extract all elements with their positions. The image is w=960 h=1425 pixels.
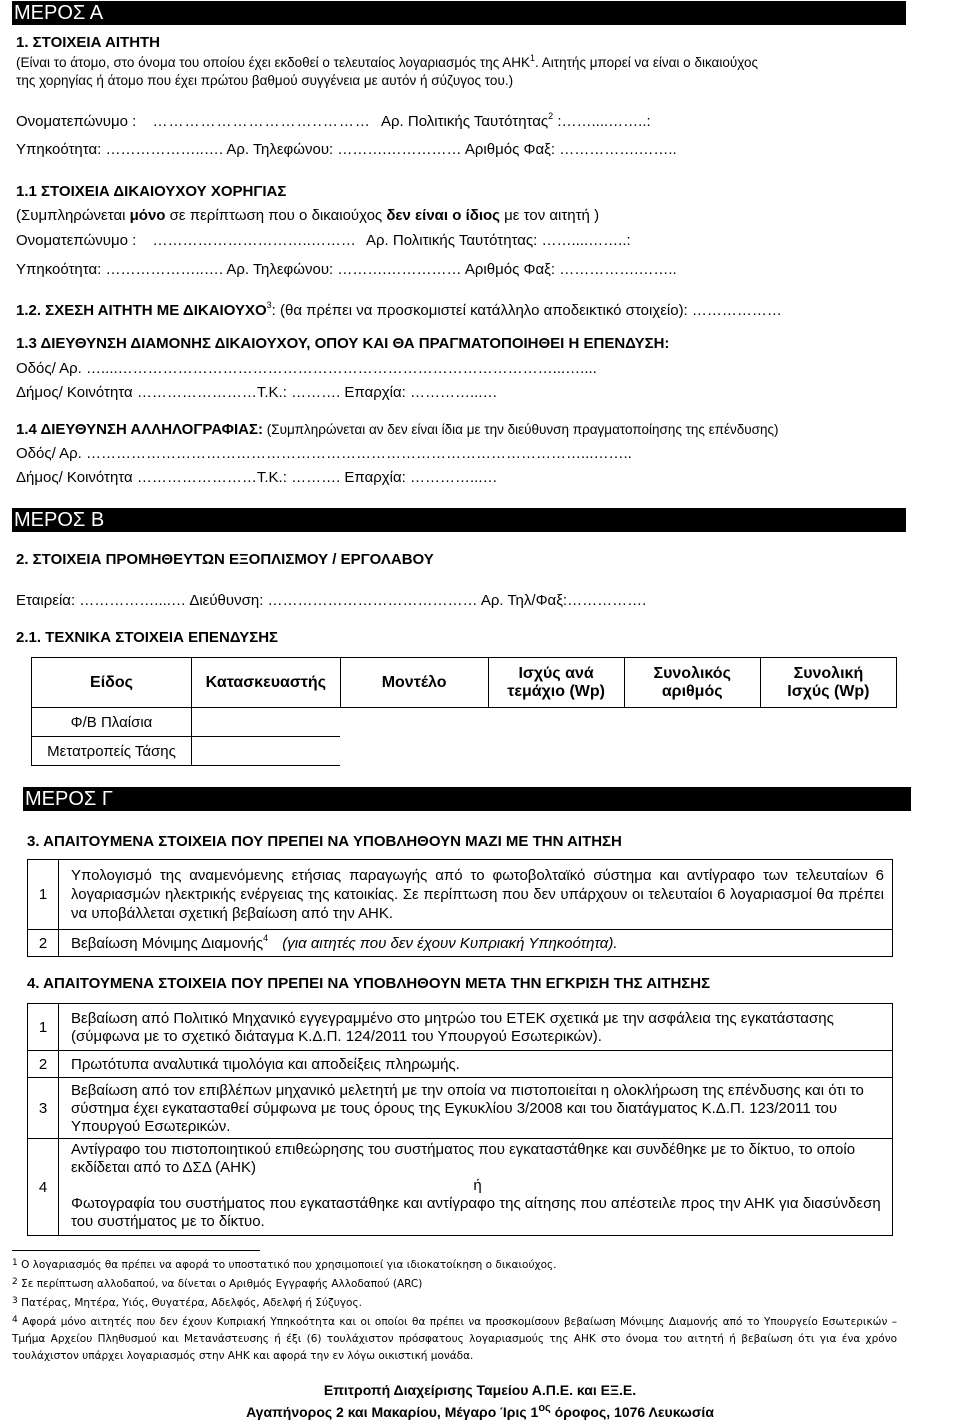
row-label: Φ/Β Πλαίσια xyxy=(32,708,192,737)
section-1-1-title: 1.1 ΣΤΟΙΧΕΙΑ ΔΙΚΑΙΟΥΧΟΥ ΧΟΡΗΓΙΑΣ xyxy=(16,183,287,200)
beneficiary-id-field[interactable]: ……....……..: xyxy=(541,232,631,249)
footnote-4: $^4$ Αφορά μόνο αιτητές που δεν έχουν Κυπριακή Υπηκοότητα και οι οποίοι θα πρέπει να προσκομίσουν βεβαίωση Μόνιμης Διαμονής από το Υπουργείο Εσωτερικών – Τμήμα Αρχείου Πληθυσμού και Μετανάστευσης ή έξι (6) τουλάχιστον πρόσφατους λογαριασμούς της ΑΗΚ στο όνομα του αιτητή ή βεβαίωση ότι για ένα χρόνο τουλάχιστον υπάρχει λογαριασμός στην ΑΗΚ και αφορά την εν λόγω οικιστική μονάδα. xyxy=(12,1315,897,1362)
table-header: Μοντέλο xyxy=(340,658,488,708)
fax-field[interactable]: …………….…….. xyxy=(559,141,677,158)
beneficiary-name-field[interactable]: …………………………..……… xyxy=(152,232,356,249)
beneficiary-name-row: Ονοματεπώνυμο : …………………………..……… Αρ. Πολιτικής Ταυτότητας: ……....……..: xyxy=(16,232,631,249)
table-header: Συνολικός αριθμός xyxy=(624,658,760,708)
relation-field[interactable]: : (θα πρέπει να προσκομιστεί κατάλληλο αποδεικτικό στοιχείο): ……………… xyxy=(271,302,782,319)
footer-address: Αγαπήνορος 2 και Μακαρίου, Μέγαρο Ίρις $1^{o\varsigma}$ όροφος, 1076 Λευκωσία xyxy=(246,1402,714,1420)
address-field[interactable]: …………………………………… xyxy=(267,592,478,609)
applicant-contact-row: Υπηκοότητα: ………………..…. Αρ. Τηλεφώνου: ……….…………… Αριθμός Φαξ: …………….…….. xyxy=(16,141,677,158)
applicant-name-row: Ονοματεπώνυμο : …………………………..……… Αρ. Πολιτικής Ταυτότητας$^2$ :……....……..: xyxy=(16,111,651,130)
table-header: Κατασκευαστής xyxy=(192,658,341,708)
section-4-title: 4. ΑΠΑΙΤΟΥΜΕΝΑ ΣΤΟΙΧΕΙΑ ΠΟΥ ΠΡΕΠΕΙ ΝΑ ΥΠΟΒΛΗΘΟΥΝ ΜΕΤΑ ΤΗΝ ΕΓΚΡΙΣΗ ΤΗΣ ΑΙΤΗΣΗΣ xyxy=(27,975,711,992)
footnote-3: $^3$ Πατέρας, Μητέρα, Υιός, Θυγατέρα, Αδελφός, Αδελφή ή Σύζυγος. xyxy=(12,1296,362,1309)
residence-street-row: Οδός/ Αρ. …....……………………………………………………………………………...….... xyxy=(16,360,597,377)
section-1-2-row: 1.2. ΣΧΕΣΗ ΑΙΤΗΤΗ ΜΕ ΔΙΚΑΙΟΥΧΟ$^3$: (θα πρέπει να προσκομιστεί κατάλληλο αποδεικτικό στοιχείο): ……………… xyxy=(16,300,782,319)
part-b-header: ΜΕΡΟΣ Β xyxy=(12,508,906,532)
mail-street-field[interactable]: ………………………………………………………………………………………...…….. xyxy=(85,445,632,462)
table-header: Συνολική Ισχύς (Wp) xyxy=(760,658,896,708)
table-cell[interactable] xyxy=(192,737,341,766)
section-2-1-title: 2.1. ΤΕΧΝΙΚΑ ΣΤΟΙΧΕΙΑ ΕΠΕΝΔΥΣΗΣ xyxy=(16,629,279,646)
mail-district-field[interactable]: …………...… xyxy=(410,469,498,486)
table-cell[interactable] xyxy=(340,708,488,737)
mail-postcode-field[interactable]: ………. xyxy=(291,469,341,486)
mail-municipality-field[interactable]: …………………… xyxy=(136,469,257,486)
table-cell[interactable] xyxy=(760,708,896,737)
phone-field[interactable]: ……….…………… xyxy=(337,141,462,158)
row-label: Μετατροπείς Τάσης xyxy=(32,737,192,766)
post-approval-docs-table xyxy=(27,1003,893,1236)
table-cell[interactable] xyxy=(192,708,341,737)
section-1-note-line2: της χορηγίας ή άτομο που έχει πρώτου βαθμού συγγένεια με αυτόν ή σύζυγος του.) xyxy=(16,73,514,88)
table-cell[interactable] xyxy=(488,737,624,766)
table-cell[interactable] xyxy=(488,708,624,737)
part-c-header: ΜΕΡΟΣ Γ xyxy=(23,787,911,811)
table-cell[interactable] xyxy=(760,737,896,766)
section-1-3-title: 1.3 ΔΙΕΥΘΥΝΣΗ ΔΙΑΜΟΝΗΣ ΔΙΚΑΙΟΥΧΟΥ, ΟΠΟΥ ΚΑΙ ΘΑ ΠΡΑΓΜΑΤΟΠΟΙΗΘΕΙ Η ΕΠΕΝΔΥΣΗ: xyxy=(16,335,670,352)
list-item: 3 Βεβαίωση από τον επιβλέπων μηχανικό μελετητή με την οποία να πιστοποιείται η ολοκλήρωση της επένδυσης και ότι το σύστημα έχει εγκατασταθεί σύμφωνα με τους όρους της Εγκυκλίου 3/2008 και του διατάγματος Κ.Δ.Π. 123/2011 του Υπουργού Εσωτερικών. xyxy=(28,1078,893,1139)
technical-data-table xyxy=(31,657,897,766)
section-1-1-note: (Συμπληρώνεται μόνο σε περίπτωση που ο δικαιούχος δεν είναι ο ίδιος με τον αιτητή ) xyxy=(16,207,600,224)
list-item: 4 Αντίγραφο του πιστοποιητικού επιθεώρησης του συστήματος που εγκαταστάθηκε και συνδέθηκε με το δίκτυο, το οποίο εκδίδεται από το ΔΣΔ (ΑΗΚ) ή Φωτογραφία του συστήματος που εγκαταστάθηκε και αντίγραφο της αίτησης που απέστειλε προς την ΑΗΚ για διασύνδεση του συστήματος με το δίκτυο. xyxy=(28,1139,893,1236)
residence-district-field[interactable]: …………...… xyxy=(410,384,498,401)
table-cell[interactable] xyxy=(340,737,488,766)
residence-street-field[interactable]: …....……………………………………………………………………………...….... xyxy=(85,360,597,377)
footnote-2: $^2$ Σε περίπτωση αλλοδαπού, να δίνεται ο Αριθμός Εγγραφής Αλλοδαπού (ARC) xyxy=(12,1277,423,1290)
section-1-title: 1. ΣΤΟΙΧΕΙΑ ΑΙΤΗΤΗ xyxy=(16,34,161,51)
required-docs-table xyxy=(27,859,893,957)
beneficiary-fax-field[interactable]: …………….…….. xyxy=(559,261,677,278)
section-1-4-row: 1.4 ΔΙΕΥΘΥΝΣΗ ΑΛΛΗΛΟΓΡΑΦΙΑΣ: (Συμπληρώνεται αν δεν είναι ίδια με την διεύθυνση πραγματοποίησης της επένδυσης) xyxy=(16,421,779,438)
table-cell[interactable] xyxy=(624,737,760,766)
residence-municipality-field[interactable]: …………………… xyxy=(136,384,257,401)
list-item: 2 Πρωτότυπα αναλυτικά τιμολόγια και αποδείξεις πληρωμής. xyxy=(28,1051,893,1078)
name-label: Ονοματεπώνυμο : xyxy=(16,113,137,130)
id-label: Αρ. Πολιτικής Ταυτότητας xyxy=(381,113,549,130)
section-1-note-line1: (Είναι το άτομο, στο όνομα του οποίου έχει εκδοθεί ο τελευταίος λογαριασμός της ΑΗΚ$^1$. Αιτητής μπορεί να είναι ο δικαιούχος xyxy=(16,53,758,70)
beneficiary-nationality-field[interactable]: ………………..…. xyxy=(105,261,223,278)
company-field[interactable]: ……………....… xyxy=(79,592,186,609)
beneficiary-contact-row: Υπηκοότητα: ………………..…. Αρ. Τηλεφώνου: ……….…………… Αριθμός Φαξ: …………….…….. xyxy=(16,261,677,278)
nationality-field[interactable]: ………………..…. xyxy=(105,141,223,158)
list-item: 1 Υπολογισμό της αναμενόμενης ετήσιας παραγωγής από το φωτοβολταϊκό σύστημα και αντίγραφο των τελευταίων 6 λογαριασμών ηλεκτρικής ενέργειας της κατοικίας. Σε περίπτωση που δεν υπάρχουν οι τελευταίοι 6 λογαριασμοί θα πρέπει να υποβάλλεται σχετική βεβαίωση από την ΑΗΚ. xyxy=(28,860,893,930)
table-header: Ισχύς ανά τεμάχιο (Wp) xyxy=(488,658,624,708)
id-field[interactable]: :……....……..: xyxy=(553,113,651,130)
table-cell[interactable] xyxy=(624,708,760,737)
mail-municipality-row: Δήμος/ Κοινότητα ……………………Τ.Κ.: ………. Επαρχία: …………...… xyxy=(16,469,498,486)
mail-street-row: Οδός/ Αρ. ………………………………………………………………………………………...…….. xyxy=(16,445,632,462)
supplier-row: Εταιρεία: ……………....… Διεύθυνση: …………………………………… Αρ. Τηλ/Φαξ:……………. xyxy=(16,592,647,609)
list-item: 1 Βεβαίωση από Πολιτικό Μηχανικό εγγεγραμμένο στο μητρώο του ΕΤΕΚ σχετικά με την ασφάλεια της εγκατάστασης (σύμφωνα με το σχετικό διάταγμα Κ.Δ.Π. 124/2011 του Υπουργού Εσωτερικών). xyxy=(28,1004,893,1051)
section-2-title: 2. ΣΤΟΙΧΕΙΑ ΠΡΟΜΗΘΕΥΤΩΝ ΕΞΟΠΛΙΣΜΟΥ / ΕΡΓΟΛΑΒΟΥ xyxy=(16,551,434,568)
name-field[interactable]: …………………………..……… xyxy=(152,113,371,130)
footnote-separator xyxy=(12,1250,260,1251)
table-row xyxy=(32,708,897,737)
footer-organisation: Επιτροπή Διαχείρισης Ταμείου Α.Π.Ε. και ΕΞ.Ε. xyxy=(323,1382,637,1398)
list-item: 2 Βεβαίωση Μόνιμης Διαμονής$^4$ (για αιτητές που δεν έχουν Κυπριακή Υπηκοότητα). xyxy=(28,930,893,957)
part-a-header: ΜΕΡΟΣ Α xyxy=(12,1,906,25)
tel-fax-field[interactable]: ……………. xyxy=(567,592,647,609)
footnote-1: $^1$ Ο λογαριασμός θα πρέπει να αφορά το υποστατικό που χρησιμοποιεί για ιδιοκατοίκηση ο δικαιούχος. xyxy=(12,1258,557,1271)
section-3-title: 3. ΑΠΑΙΤΟΥΜΕΝΑ ΣΤΟΙΧΕΙΑ ΠΟΥ ΠΡΕΠΕΙ ΝΑ ΥΠΟΒΛΗΘΟΥΝ ΜΑΖΙ ΜΕ ΤΗΝ ΑΙΤΗΣΗ xyxy=(27,833,622,850)
residence-postcode-field[interactable]: ………. xyxy=(291,384,341,401)
beneficiary-phone-field[interactable]: ……….…………… xyxy=(337,261,462,278)
residence-municipality-row: Δήμος/ Κοινότητα ……………………Τ.Κ.: ………. Επαρχία: …………...… xyxy=(16,384,498,401)
table-row xyxy=(32,737,897,766)
table-header: Είδος xyxy=(32,658,192,708)
